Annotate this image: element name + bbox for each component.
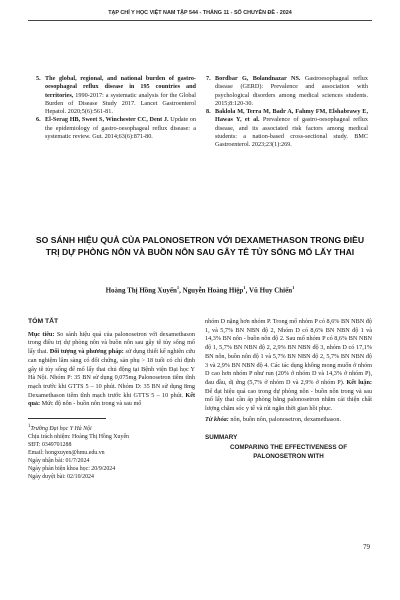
footnote-rule	[28, 418, 106, 419]
author-list: Hoàng Thị Hồng Xuyến$^1$, Nguyễn Hoàng Hiệp$^1$, Vũ Huy Chiến$^1$	[105, 285, 295, 295]
reference-item: 8. Baklola M, Terra M, Badr A, Fahmy FM, Elshabrawy E, Hawas Y, et al. Prevalence of gastro-oesophageal reflux disease, and its associated risk factors among medical students: a nation-based cross-sectional study. BMC Gastroenterol. 2023;23(1):269.	[206, 108, 368, 149]
abstract-body: Mục tiêu: So sánh hiệu quả của palonosetron với dexamethason trong điều trị dự phòng nôn và buồn nôn sau gây tê tủy sống mổ lấy thai. Đối tượng và phương pháp: sử dụng thiết kế nghiên cứu can nghiệm lâm sàng có đối chứng, sản phụ > 18 tuổi có chỉ định gây tê tủy sống để mổ lấy thai chủ động tại Bệnh viện Đại học Y Hà Nội. Nhóm P: 35 BN sử dụng 0,075mg Palonosetron tiêm tĩnh mạch trước khi GTTS 5 – 10 phút. Nhóm D: 35 BN sử dụng 8mg Dexamethason tiêm tĩnh mạch trước khi GTTS 5 – 10 phút. Kết quả: Mức độ nôn - buồn nôn trong và sau mổ	[28, 330, 196, 408]
page-number: 79	[363, 543, 370, 551]
header-rule	[28, 20, 372, 21]
abstract-body-continued: nhóm D nặng hơn nhóm P. Trong mổ nhóm P có 8,6% BN NBN độ 1, và 5,7% BN NBN độ 2, Nhóm D có 8,6% BN NBN độ 1 và 14,3% BN nôn - buồn nôn độ 2. Sau mổ nhóm P có 8,6% BN NBN độ 1, 5,7% BN NBN độ 2, 2,9% BN NBN độ 3, nhóm D có 17,1% BN nôn, buồn nôn độ 1 và 5,7% BN NBN độ 2, 5,7% BN NBN độ 3 và 2,9% BN NBN độ 4. Các tác dụng không mong muốn ở nhóm D cao hơn nhóm P như run (20% ở nhóm D và 14,3% ở nhóm P), đau đầu, dị ứng (5,7% ở nhóm D và 2,9% ở nhóm P). Kết luận: Để đạt hiệu quả cao trong dự phòng nôn - buồn nôn trong và sau mổ lấy thai cần áp phòng bằng palonosetron nhằm cải thiện chất lượng chăm sóc y tế và rút ngắn thời gian hồi phục.	[205, 318, 372, 413]
abstract-right-column	[205, 318, 372, 461]
reference-item: 5. The global, regional, and national burden of gastro-oesophageal reflux disease in 195 countries and territories, 1990-2017: a systematic analysis for the Global Burden of Disease Study 2017. Lancet Gastroenterol Hepatol. 2020;5(6):561-81.	[36, 75, 196, 116]
references-left	[36, 75, 196, 141]
summary-title: COMPARING THE EFFECTIVENESS OF PALONOSETRON WITH	[229, 444, 348, 460]
summary-heading: SUMMARY	[205, 434, 238, 442]
footnote: $^1$Trường Đại học Y Hà Nội Chịu trách nhiệm: Hoàng Thị Hồng Xuyến SĐT: 0349701288 Email: hongxuyen@hmu.edu.vn Ngày nhận bài: 01/7/2024 Ngày phản biện khoa học: 20/9/2024 Ngày duyệt bài: 02/10/2024	[28, 424, 129, 480]
references-right	[206, 75, 368, 150]
keywords: Từ khóa: nôn, buồn nôn, palonosetron, dexamethason.	[205, 415, 342, 423]
reference-item: 6. El-Serag HB, Sweet S, Winchester CC, Dent J. Update on the epidemiology of gastro-oesophageal reflux disease: a systematic review. Gut. 2014;63(6):871-80.	[36, 116, 196, 141]
article-title: SO SÁNH HIỆU QUẢ CỦA PALONOSETRON VỚI DEXAMETHASON TRONG ĐIỀU TRỊ DỰ PHÒNG NÔN VÀ BUỒN NÔN SAU GÂY TÊ TỦY SỐNG MỔ LẤY THAI	[35, 235, 365, 257]
abstract-left-column	[28, 318, 195, 481]
reference-item: 7. Bordbar G, Bolandnazar NS. Gastroesophageal reflux disease (GERD): Prevalence and association with psychological disorders among medical sciences students. 2015;8:120-30.	[206, 75, 368, 107]
abstract-heading: TÓM TẮT	[28, 318, 59, 325]
journal-header: TẠP CHÍ Y HỌC VIỆT NAM TẬP 544 - THÁNG 11 - SỐ CHUYÊN ĐỀ - 2024	[108, 10, 292, 16]
